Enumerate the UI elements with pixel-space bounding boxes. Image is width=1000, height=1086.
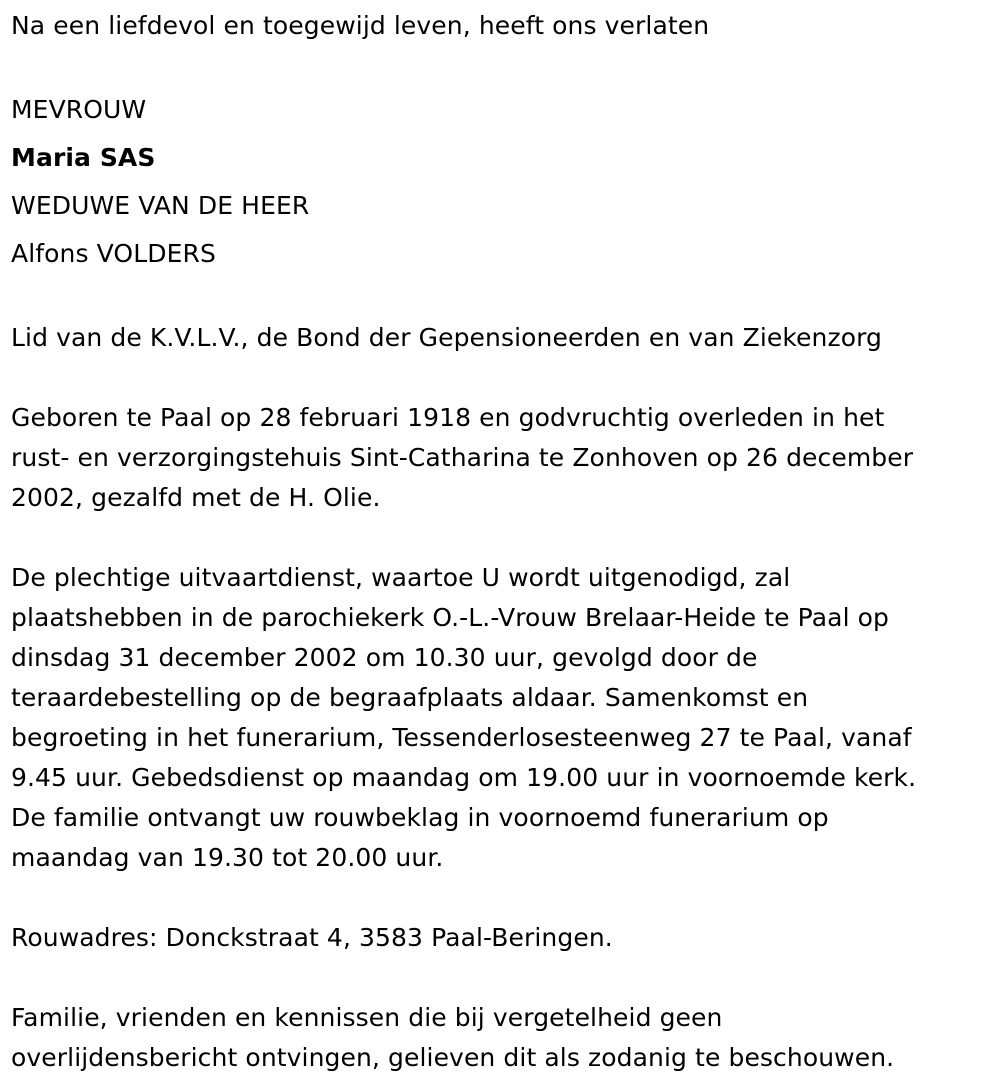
deceased-block — [11, 86, 991, 278]
paragraph-line: begroeting in het funerarium, Tessenderlosesteenweg 27 te Paal, vanaf — [11, 723, 912, 752]
paragraph-line: maandag van 19.30 tot 20.00 uur. — [11, 843, 444, 872]
paragraph-line: Familie, vrienden en kennissen die bij vergetelheid geen — [11, 1003, 723, 1032]
paragraph-line: dinsdag 31 december 2002 om 10.30 uur, gevolgd door de — [11, 643, 758, 672]
birth-death-paragraph — [11, 398, 991, 518]
obituary-notice — [11, 6, 991, 1078]
membership-line: Lid van de K.V.L.V., de Bond der Gepensioneerden en van Ziekenzorg — [11, 323, 883, 352]
honorific: MEVROUW — [11, 95, 147, 124]
paragraph-line: teraardebestelling op de begraafplaats aldaar. Samenkomst en — [11, 683, 809, 712]
deceased-name: Maria SAS — [11, 143, 156, 172]
closing-paragraph — [11, 998, 991, 1078]
widow-of-label: WEDUWE VAN DE HEER — [11, 191, 310, 220]
paragraph-line: 2002, gezalfd met de H. Olie. — [11, 483, 381, 512]
mourning-address: Rouwadres: Donckstraat 4, 3583 Paal-Beringen. — [11, 923, 613, 952]
paragraph-line: De familie ontvangt uw rouwbeklag in voornoemd funerarium op — [11, 803, 829, 832]
paragraph-line: 9.45 uur. Gebedsdienst op maandag om 19.00 uur in voornoemde kerk. — [11, 763, 917, 792]
paragraph-line: Geboren te Paal op 28 februari 1918 en godvruchtig overleden in het — [11, 403, 885, 432]
spouse-name: Alfons VOLDERS — [11, 239, 216, 268]
funeral-paragraph — [11, 558, 991, 878]
paragraph-line: overlijdensbericht ontvingen, gelieven dit als zodanig te beschouwen. — [11, 1043, 895, 1072]
paragraph-line: rust- en verzorgingstehuis Sint-Catharina te Zonhoven op 26 december — [11, 443, 914, 472]
intro-line: Na een liefdevol en toegewijd leven, heeft ons verlaten — [11, 11, 710, 40]
paragraph-line: De plechtige uitvaartdienst, waartoe U wordt uitgenodigd, zal — [11, 563, 791, 592]
paragraph-line: plaatshebben in de parochiekerk O.-L.-Vrouw Brelaar-Heide te Paal op — [11, 603, 890, 632]
